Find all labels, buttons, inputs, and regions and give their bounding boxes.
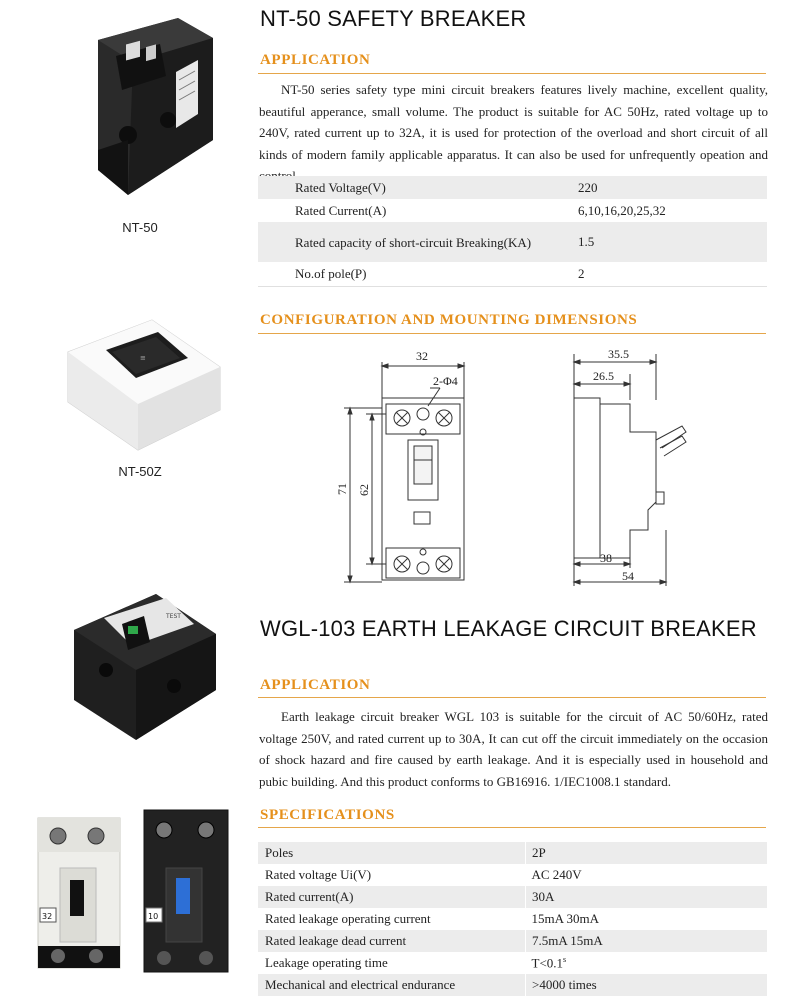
wgl103-title: WGL-103 EARTH LEAKAGE CIRCUIT BREAKER [260,616,757,641]
spec-value: 7.5mA 15mA [526,930,768,952]
nt50-spec-table [258,176,767,286]
spec-value: $T<0.1^s$ [531,954,567,971]
table-row [258,974,767,996]
front-view [335,349,464,582]
nt50z-caption: NT-50Z [118,464,162,479]
spec-label: Rated leakage operating current [265,911,431,926]
spec-value: 1.5 [578,222,767,262]
side-view [574,347,686,586]
spec-value: 220 [578,176,767,199]
nt50-application-heading: APPLICATION [260,52,371,68]
spec-label: Rated Current(A) [295,202,387,218]
nt50-product-image [68,10,228,210]
nt50-table-bottom-rule [258,286,767,287]
table-row [258,930,767,952]
spec-label: Mechanical and electrical endurance [258,974,526,996]
white-breaker-rating: 32 [42,912,53,921]
config-rule [258,333,766,334]
spec-label: Leakage operating time [265,955,388,970]
spec-label: Rated capacity of short-circuit Breaking(KA) [258,222,578,262]
table-row [258,262,767,286]
wgl103-application-rule [258,697,766,698]
nt50-application-rule [258,73,766,74]
wgl103-application-text: Earth leakage circuit breaker WGL 103 is suitable for the circuit of AC 50/60Hz, rated voltage 250V, and rated current up to 30A, It can cut off the circuit immediately on the occasion of shock hazard and fire caused by earth leakage. And it is especially used in household and pubic building. And this product conforms to GB16916. 1/IEC1008.1 standard. [259,709,768,789]
table-row [258,176,767,199]
table-row [258,842,767,864]
breaker-pair-image [36,808,231,978]
specifications-rule [258,827,766,828]
svg-text:≡: ≡ [140,354,146,362]
table-row [258,199,767,222]
spec-value: >4000 times [526,974,768,996]
spec-value: AC 240V [531,867,582,882]
specifications-heading: SPECIFICATIONS [260,807,395,823]
nt50-caption: NT-50 [122,220,158,235]
wgl103-spec-table [258,842,767,996]
table-row [258,952,767,974]
spec-label: Rated leakage dead current [258,930,526,952]
nt50z-product-image [60,312,235,457]
dim-side-top-outer: 35.5 [608,347,629,361]
spec-value: 15mA 30mA [531,911,600,926]
dim-outer-height: 71 [335,483,349,495]
wgl103-elcb-image [66,590,226,750]
table-row [258,886,767,908]
svg-text:TEST: TEST [166,613,181,620]
spec-value: 2 [578,266,585,281]
mounting-dimension-drawing [330,340,710,590]
table-row [258,908,767,930]
config-heading: CONFIGURATION AND MOUNTING DIMENSIONS [260,312,638,328]
spec-label: Rated voltage Ui(V) [265,867,372,882]
spec-label: Rated Voltage(V) [258,176,578,199]
nt50-application-text: NT-50 series safety type mini circuit breakers features lively machine, excellent quality, beautiful apperance, small volume. The product is suitable for AC 50Hz, rated voltage up to 240V, rated current up to 32A, it is used for protection of the overload and short circuit of all kinds of modern family applicable apparatus. It can also be used for unfrequently opeation and [259,82,768,162]
spec-label: Poles [258,842,526,864]
dim-side-bottom-outer: 54 [622,569,634,583]
table-row [258,222,767,262]
spec-value: 2P [526,842,768,864]
spec-value: 6,10,16,20,25,32 [578,202,666,218]
spec-value: 30A [526,886,768,908]
dim-side-top-inner: 26.5 [593,369,614,383]
table-row [258,864,767,886]
spec-label: Rated current(A) [258,886,526,908]
black-breaker-rating: 10 [148,912,159,921]
wgl103-application-heading: APPLICATION [260,677,371,693]
dim-front-width: 32 [416,349,428,363]
dim-side-bottom-inner: 38 [600,551,612,565]
nt50-title: NT-50 SAFETY BREAKER [260,6,527,31]
dim-inner-height: 62 [357,484,371,496]
dim-holes: 2-Φ4 [433,374,458,388]
spec-label: No.of pole(P) [295,266,367,281]
